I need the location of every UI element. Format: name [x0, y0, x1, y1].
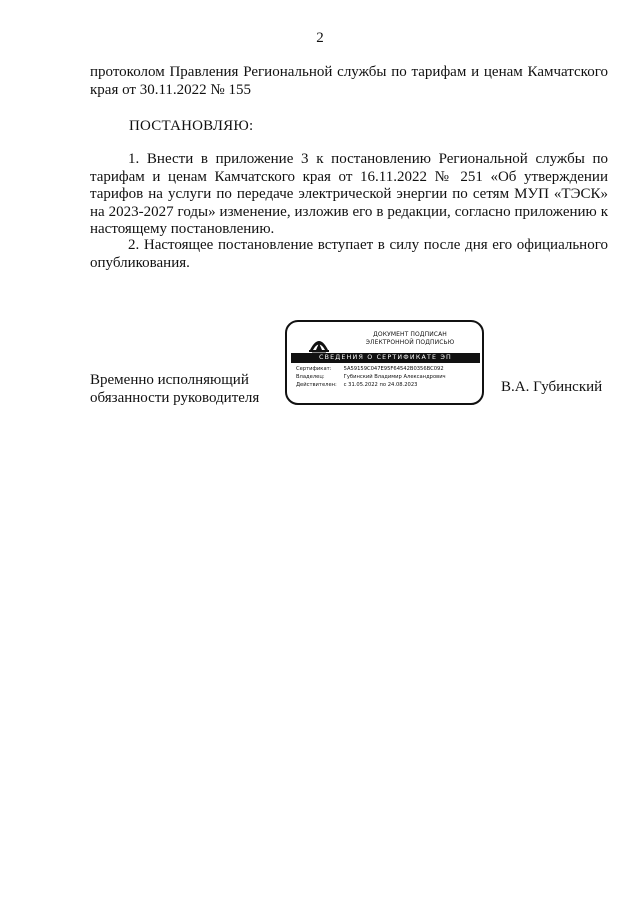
stamp-title-line-1: ДОКУМЕНТ ПОДПИСАН — [373, 331, 447, 338]
stamp-title-line-2: ЭЛЕКТРОННОЙ ПОДПИСЬЮ — [365, 339, 455, 346]
stamp-certificate-band: СВЕДЕНИЯ О СЕРТИФИКАТЕ ЭП — [291, 353, 480, 363]
validity-label: Действителен: — [296, 382, 337, 388]
validity-value: с 31.05.2022 по 24.08.2023 — [343, 382, 418, 388]
signer-position-line-1: Временно исполняющий — [90, 372, 249, 388]
certificate-value: 5A59159C047E95F64542B0356BC092 — [343, 366, 444, 372]
decree-item-1: 1. Внести в приложение 3 к постановлению Региональной службы по тарифам и ценам Камчатского края от 16.11.2022 № 251 «Об утверждении тарифов на услуги по передаче электрической энергии по сетям МУП «ТЭСК» на 2023-2027 годы» изменение, изложив его в редакции, согласно приложению к настоящему постановлению. — [90, 151, 608, 237]
stamp-validity-row — [296, 382, 481, 389]
signer-position — [90, 371, 259, 407]
signer-name: В.А. Губинский — [501, 379, 603, 395]
stamp-certificate-row — [296, 366, 481, 373]
owner-label: Владелец: — [296, 374, 325, 380]
signer-position-line-2: обязанности руководителя — [90, 390, 260, 406]
stamp-owner-row — [296, 374, 481, 381]
stamp-title — [345, 331, 475, 347]
intro-paragraph: протоколом Правления Региональной службы по тарифам и ценам Камчатского края от 30.11.2022 № 155 — [90, 64, 608, 98]
decree-item-2: 2. Настоящее постановление вступает в силу после дня его официального опубликования. — [90, 237, 608, 271]
owner-value: Губинский Владимир Александрович — [343, 374, 446, 380]
page-number: 2 — [316, 30, 324, 46]
decree-heading: ПОСТАНОВЛЯЮ: — [129, 118, 254, 134]
certificate-label: Сертификат: — [296, 366, 332, 372]
electronic-signature-stamp — [285, 320, 484, 405]
coat-of-arms-emblem-icon — [307, 330, 331, 354]
